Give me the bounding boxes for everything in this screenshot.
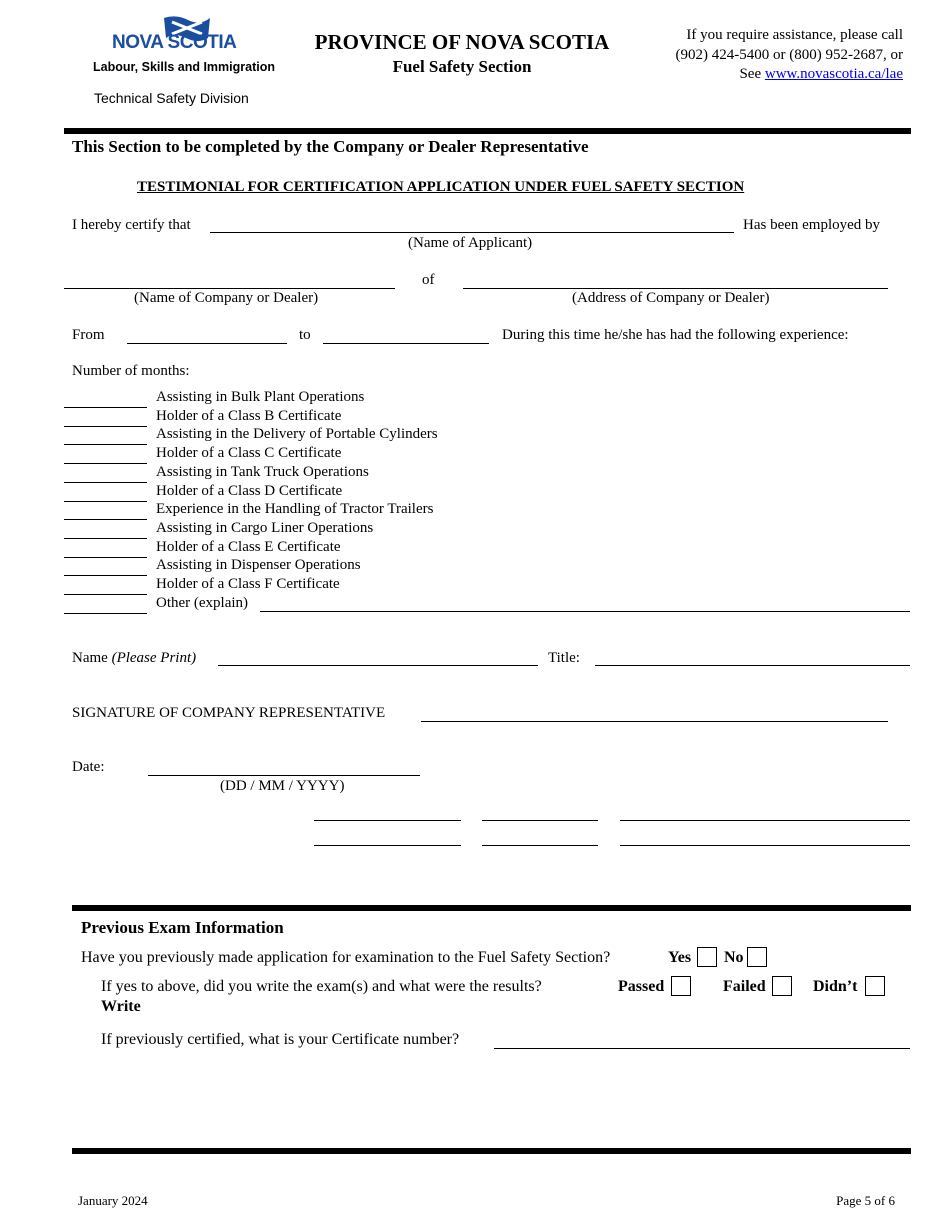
to-date-field[interactable] [323,343,489,344]
experience-item: Assisting in Bulk Plant Operations [156,389,365,405]
from-date-field[interactable] [127,343,287,344]
experience-item: Other (explain) [156,594,249,611]
division-label: Technical Safety Division [94,90,249,106]
name-label [72,650,196,667]
months-field[interactable] [64,407,147,408]
assistance-info [600,26,903,85]
months-field[interactable] [64,538,147,539]
name-hint: (Please Print) [111,650,197,666]
no-label: No [724,949,744,966]
assistance-line-2: (902) 424-5400 or (800) 952-2687, or [675,46,903,63]
certify-label: I hereby certify that [72,217,191,233]
failed-checkbox[interactable] [772,976,792,996]
months-field[interactable] [64,426,147,427]
form-title: TESTIMONIAL FOR CERTIFICATION APPLICATION UNDER FUEL SAFETY SECTION [137,179,745,195]
experience-item: Assisting in the Delivery of Portable Cylinders [156,426,438,443]
assistance-line-1: If you require assistance, please call [686,27,903,43]
exam-question-3: If previously certified, what is your Certificate number? [101,1031,460,1048]
website-link[interactable]: www.novascotia.ca/lae [764,66,903,82]
didnt-write-checkbox[interactable] [865,976,885,996]
signature-field[interactable] [421,721,888,722]
failed-label: Failed [723,978,766,995]
exam-divider [72,905,911,911]
applicant-name-field[interactable] [210,232,734,233]
company-caption: (Name of Company or Dealer) [134,290,319,306]
date-field[interactable] [148,775,420,776]
months-field[interactable] [64,594,147,595]
title-field[interactable] [595,665,910,666]
months-field[interactable] [64,463,147,464]
page-title: PROVINCE OF NOVA SCOTIA [314,30,610,54]
section-heading: This Section to be completed by the Company or Dealer Representative [72,137,589,156]
assistance-line-3 [600,65,903,85]
name-label-text: Name [72,650,108,666]
office-field-2a[interactable] [314,845,461,846]
name-field[interactable] [218,665,538,666]
yes-checkbox[interactable] [697,947,717,967]
exam-heading: Previous Exam Information [81,918,284,937]
bottom-divider [72,1148,911,1154]
months-field[interactable] [64,575,147,576]
logo-department: Labour, Skills and Immigration [93,60,275,74]
employed-by-label: Has been employed by [743,217,881,233]
other-explain-field[interactable] [260,611,910,612]
page-number: Page 5 of 6 [836,1193,895,1208]
to-label: to [299,327,311,343]
experience-item: Holder of a Class E Certificate [156,538,341,555]
experience-item: Holder of a Class F Certificate [156,576,340,592]
experience-item: Assisting in Tank Truck Operations [156,463,369,480]
address-caption: (Address of Company or Dealer) [572,290,770,306]
footer-date: January 2024 [78,1193,148,1208]
experience-item: Assisting in Dispenser Operations [156,557,361,574]
experience-label: During this time he/she has had the following experience: [502,327,849,343]
write-label: Write [101,998,141,1015]
experience-item: Holder of a Class D Certificate [156,482,343,499]
no-checkbox[interactable] [747,947,767,967]
exam-question-1: Have you previously made application for examination to the Fuel Safety Section? [81,949,611,966]
yes-label: Yes [668,949,692,966]
months-field[interactable] [64,519,147,520]
date-label: Date: [72,759,105,775]
signature-label: SIGNATURE OF COMPANY REPRESENTATIVE [72,705,386,721]
months-field[interactable] [64,557,147,558]
assistance-see: See [739,66,762,82]
months-field[interactable] [64,482,147,483]
from-label: From [72,327,105,343]
office-field-2b[interactable] [482,845,598,846]
date-caption: (DD / MM / YYYY) [220,778,345,794]
months-field[interactable] [64,444,147,445]
months-field[interactable] [64,501,147,502]
experience-item: Holder of a Class B Certificate [156,407,342,424]
office-field-1c[interactable] [620,820,910,821]
office-field-2c[interactable] [620,845,910,846]
office-field-1a[interactable] [314,820,461,821]
office-field-1b[interactable] [482,820,598,821]
months-label: Number of months: [72,363,190,379]
title-label: Title: [548,650,580,666]
experience-item: Assisting in Cargo Liner Operations [156,519,374,536]
months-field[interactable] [64,613,147,614]
top-divider [64,128,911,134]
didnt-label: Didn’t [813,978,858,995]
company-address-field[interactable] [463,288,888,289]
logo [90,14,280,76]
logo-name: NOVA SCOTIA [112,32,237,53]
company-name-field[interactable] [64,288,395,289]
passed-label: Passed [618,978,665,995]
page-subtitle: Fuel Safety Section [392,57,532,76]
passed-checkbox[interactable] [671,976,691,996]
experience-item: Holder of a Class C Certificate [156,445,342,462]
applicant-caption: (Name of Applicant) [408,235,533,251]
exam-question-2: If yes to above, did you write the exam(s) and what were the results? [101,978,542,995]
certificate-number-field[interactable] [494,1048,910,1049]
of-label: of [422,272,435,288]
experience-item: Experience in the Handling of Tractor Trailers [156,501,434,518]
